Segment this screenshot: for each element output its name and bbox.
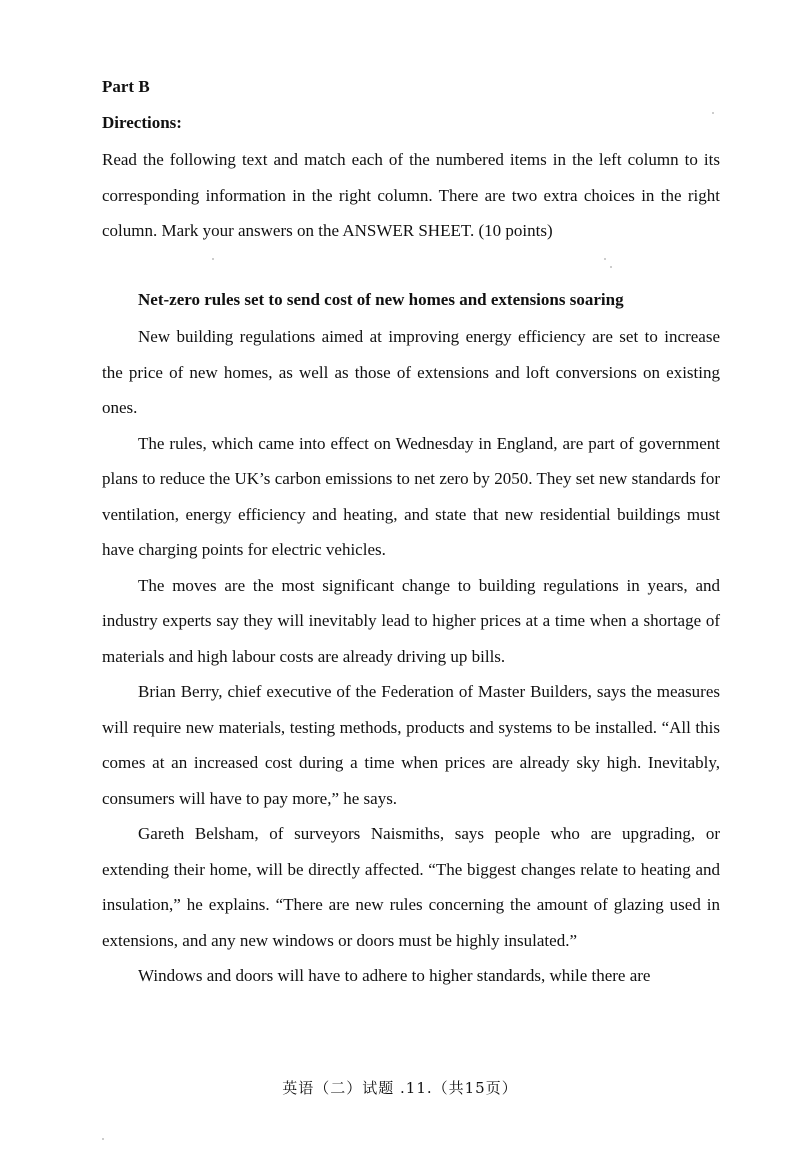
directions-heading: Directions:	[102, 113, 182, 132]
article-paragraph-2: The rules, which came into effect on Wednesday in England, are part of government plans to reduce the UK’s carbon emissions to net zero by 2050. They set new standards for ventilation, energy efficiency and heating, and state that new residential buildings must have charging points for electric vehicles.	[102, 433, 720, 559]
scan-speck	[610, 266, 612, 268]
article-paragraph-1: New building regulations aimed at improving energy efficiency are set to increase the price of new homes, as well as those of extensions and loft conversions on existing ones.	[102, 327, 720, 417]
article-paragraph-4: Brian Berry, chief executive of the Federation of Master Builders, says the measures will require new materials, testing methods, products and systems to be installed. “All this comes at an increased cost during a time when prices are already sky high. Inevitably, consumers will have to pay more,” he says.	[102, 682, 720, 808]
scan-speck	[604, 258, 606, 260]
scan-speck	[102, 1138, 104, 1140]
part-title: Part B	[102, 77, 150, 96]
article-paragraph-6: Windows and doors will have to adhere to higher standards, while there are	[138, 966, 651, 985]
article-paragraph-3: The moves are the most significant change to building regulations in years, and industry experts say they will inevitably lead to higher prices at a time when a shortage of materials and high labour costs are already driving up bills.	[102, 575, 720, 666]
scan-speck	[712, 112, 714, 114]
scan-speck	[212, 258, 214, 260]
page-footer: 英语（二）试题 .11.（共15页）	[282, 1079, 518, 1097]
article-title: Net-zero rules set to send cost of new homes and extensions soaring	[138, 290, 624, 309]
article-body	[102, 319, 720, 994]
directions-text: Read the following text and match each of the numbered items in the left column to its corresponding information in the right column. There are two extra choices in the right column. Mark your answers on the ANSWER SHEET. (10 points)	[102, 150, 720, 240]
article-paragraph-5: Gareth Belsham, of surveyors Naismiths, says people who are upgrading, or extending their home, will be directly affected. “The biggest changes relate to heating and insulation,” he explains. “There are new rules concerning the amount of glazing used in extensions, and any new windows or doors must be highly insulated.”	[102, 824, 720, 950]
